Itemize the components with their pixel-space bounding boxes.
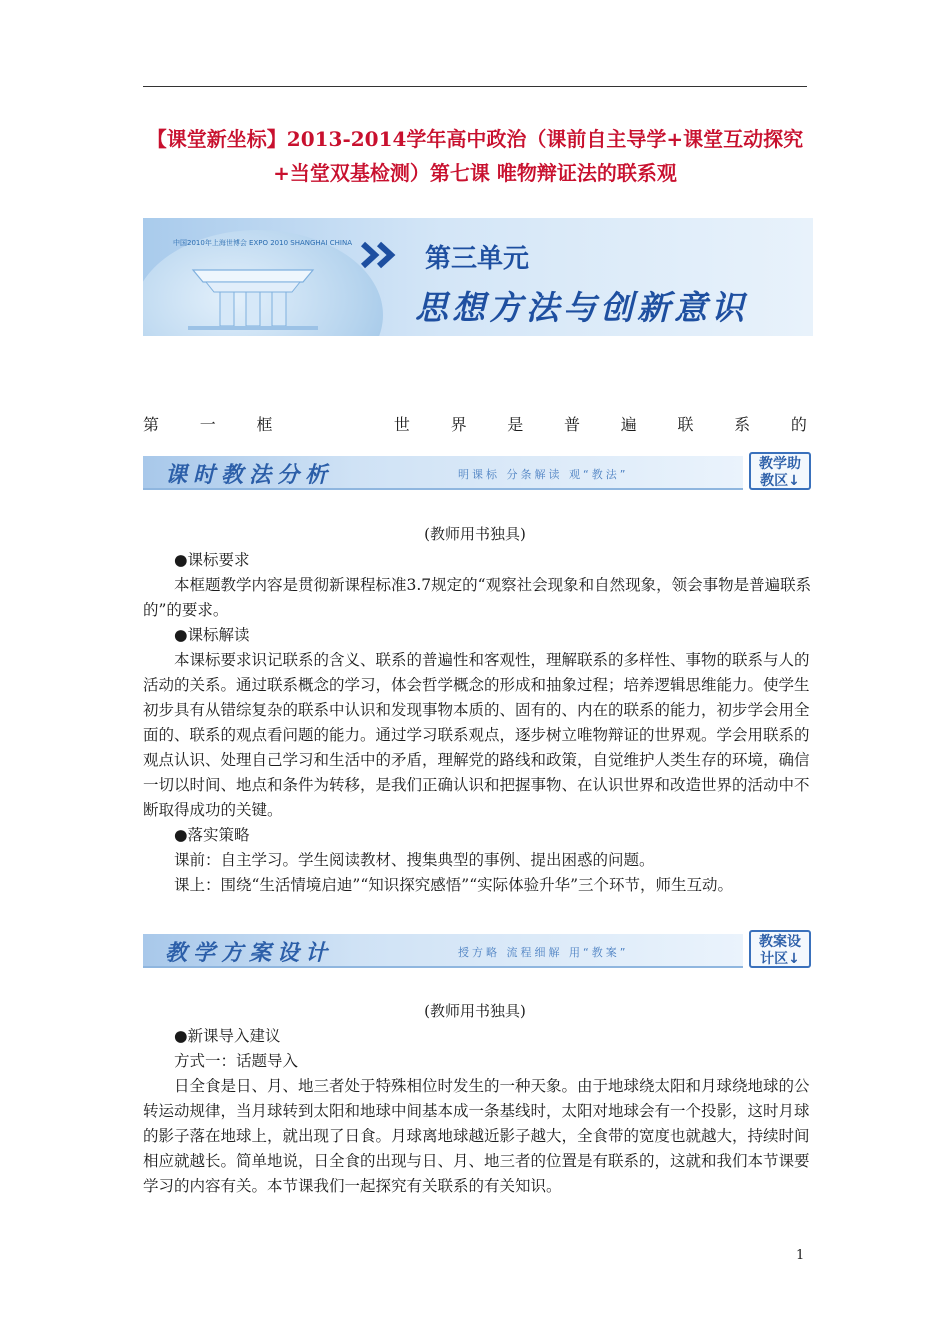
analysis-content — [143, 548, 815, 898]
frame-heading-char: 联 — [677, 415, 694, 434]
document-title: 【课堂新坐标】2013-2014学年高中政治（课前自主导学+课堂互动探究+当堂双基检测）第七课 唯物辩证法的联系观 — [146, 127, 804, 185]
teacher-book-note: (教师用书独具) — [424, 525, 526, 543]
paragraph: 方式一：话题导入 — [174, 1052, 299, 1070]
badge-line: 教区↓ — [760, 473, 800, 489]
lesson-plan-zone-badge — [749, 930, 811, 968]
paragraph: 日全食是日、月、地三者处于特殊相位时发生的一种天象。由于地球绕太阳和月球绕地球的公转运动规律，当月球转到太阳和地球中间基本成一条基线时，太阳对地球会有一个投影，这时月球的影子落在地球上，就出现了日食。月球离地球越近影子越大，全食带的宽度也就越大，持续时间相应就越长。简单地说，日全食的出现与日、月、地三者的位置是有联系的，这就和我们本节课要学习的内容有关。本节课我们一起探究有关联系的有关知识。 — [143, 1077, 810, 1195]
design-content — [143, 1024, 815, 1199]
unit-title: 第三单元 — [425, 244, 530, 274]
section-title: 教学方案设计 — [165, 941, 334, 966]
top-rule — [143, 86, 807, 87]
expo-logo-text: 中国2010年上海世博会 EXPO 2010 SHANGHAI CHINA — [173, 239, 352, 247]
frame-heading-char: 第 — [143, 415, 160, 434]
badge-line: 计区↓ — [760, 951, 800, 967]
block-heading: ●课标要求 — [174, 551, 250, 569]
unit-banner — [143, 218, 813, 336]
design-section-banner — [143, 930, 815, 974]
frame-heading-char: 框 — [256, 415, 273, 434]
frame-heading-gap — [313, 414, 353, 436]
paragraph: 课上：围绕“生活情境启迪”“知识探究感悟”“实际体验升华”三个环节，师生互动。 — [174, 876, 734, 894]
block-heading: ●新课导入建议 — [174, 1027, 281, 1045]
section-title: 课时教法分析 — [165, 463, 334, 488]
frame-heading — [143, 414, 807, 436]
page-number: 1 — [796, 1248, 805, 1263]
frame-heading-char: 普 — [564, 415, 581, 434]
double-chevron-icon — [359, 240, 403, 270]
paragraph: 本课标要求识记联系的含义、联系的普遍性和客观性，理解联系的多样性、事物的联系与人的活动的关系。通过联系概念的学习，体会哲学概念的形成和抽象过程；培养逻辑思维能力。使学生初步具有从错综复杂的联系中认识和发现事物本质的、固有的、内在的联系的能力，初步学会用全面的、联系的观点看问题的能力。通过学习联系观点，逐步树立唯物辩证的世界观。学会用联系的观点认识、处理自己学习和生活中的矛盾，理解党的路线和政策，自觉维护人类生存的环境，确信一切以时间、地点和条件为转移，是我们正确认识和把握事物、在认识世界和改造世界的活动中不断取得成功的关键。 — [143, 651, 810, 819]
frame-heading-char: 系 — [734, 415, 751, 434]
section-tagline: 明课标 分条解读 观“教法” — [458, 468, 629, 481]
paragraph: 课前：自主学习。学生阅读教材、搜集典型的事例、提出困惑的问题。 — [174, 851, 655, 869]
china-pavilion-icon — [188, 252, 318, 332]
section-tagline: 授方略 流程细解 用“教案” — [458, 946, 629, 959]
frame-heading-char: 界 — [450, 415, 467, 434]
frame-heading-char: 一 — [199, 415, 216, 434]
badge-line: 教案设 — [759, 934, 801, 950]
block-heading: ●落实策略 — [174, 826, 250, 844]
paragraph: 本框题教学内容是贯彻新课程标准3.7规定的“观察社会现象和自然现象，领会事物是普遍联系的”的要求。 — [143, 576, 812, 619]
unit-subtitle: 思想方法与创新意识 — [415, 288, 748, 327]
block-heading: ●课标解读 — [174, 626, 250, 644]
frame-heading-char: 遍 — [620, 415, 637, 434]
teacher-book-note: (教师用书独具) — [424, 1002, 526, 1020]
frame-heading-char: 是 — [507, 415, 524, 434]
teaching-zone-badge — [749, 452, 811, 490]
analysis-section-banner — [143, 452, 815, 496]
badge-line: 教学助 — [759, 456, 801, 472]
frame-heading-char: 的 — [790, 415, 807, 434]
expo-banner-image — [143, 230, 383, 336]
frame-heading-char: 世 — [393, 415, 410, 434]
